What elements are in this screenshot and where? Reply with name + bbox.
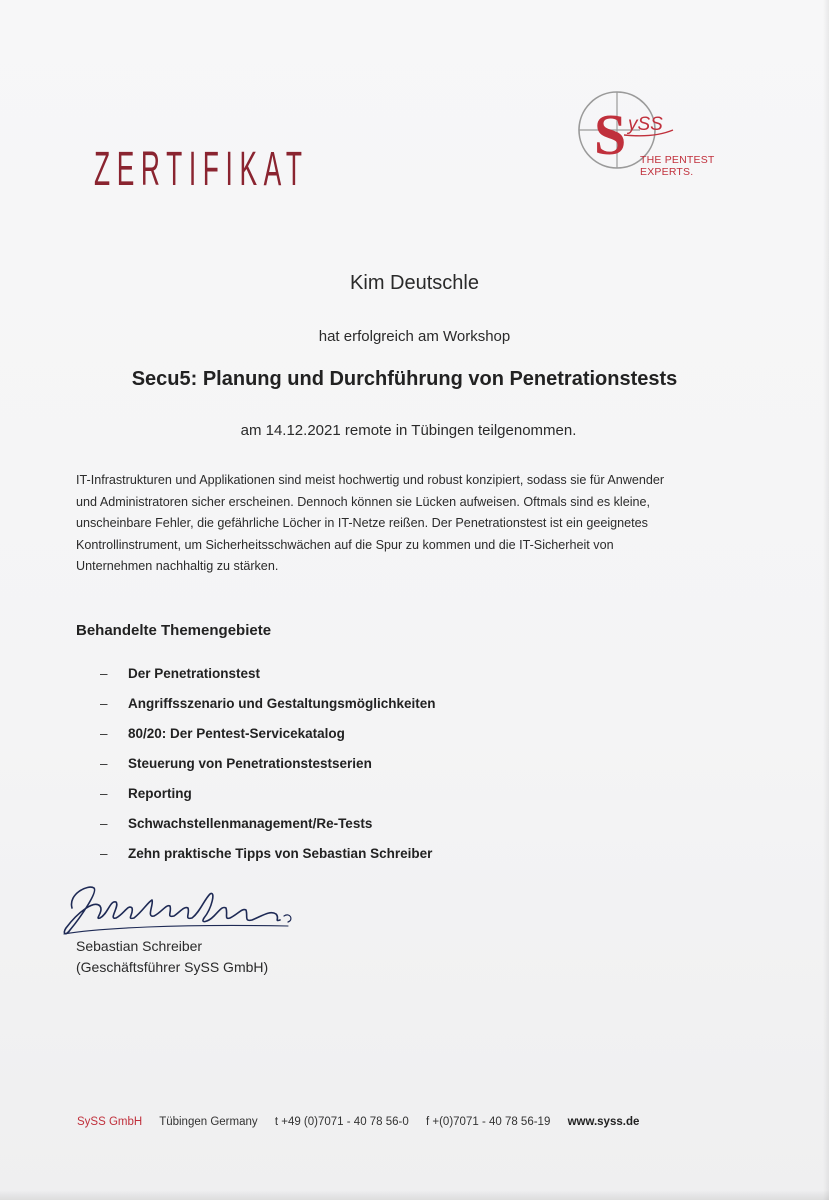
logo-tagline-line1: THE PENTEST [640, 154, 715, 166]
certificate-title: ZERTIFIKAT [94, 143, 309, 196]
description-line: Unternehmen nachhaltig zu stärken. [76, 559, 279, 573]
topic-item [100, 842, 436, 872]
topic-label: Schwachstellenmanagement/Re-Tests [128, 816, 373, 831]
topic-label: Steuerung von Penetrationstestserien [128, 756, 372, 771]
description-line: IT-Infrastrukturen und Applikationen sind meist hochwertig und robust konzipiert, sodass sie für Anwender [76, 473, 665, 487]
footer-fax: f +(0)7071 - 40 78 56-19 [426, 1116, 551, 1128]
page-bottom-shadow [0, 1190, 829, 1200]
recipient-name: Kim Deutschle [350, 272, 479, 294]
topic-item [100, 812, 436, 842]
svg-text:ySS: ySS [628, 114, 663, 135]
signer-block [76, 936, 268, 978]
footer [77, 1116, 639, 1128]
topic-item [100, 782, 436, 812]
topic-label: Zehn praktische Tipps von Sebastian Schreiber [128, 846, 433, 861]
description-line: Kontrollinstrument, um Sicherheitsschwächen auf die Spur zu kommen und die IT-Sicherheit von [76, 537, 614, 552]
logo-tagline [640, 154, 715, 178]
topic-bullet: – [100, 816, 108, 831]
topic-bullet: – [100, 756, 108, 771]
topic-item [100, 752, 436, 782]
footer-company: SySS GmbH [77, 1116, 143, 1128]
topic-label: Der Penetrationstest [128, 666, 261, 681]
topic-item [100, 662, 436, 692]
topic-label: 80/20: Der Pentest-Servicekatalog [128, 726, 345, 741]
svg-text:S: S [594, 102, 627, 167]
footer-city: Tübingen Germany [159, 1116, 258, 1128]
signer-name: Sebastian Schreiber [76, 938, 203, 954]
syss-logo-icon [576, 88, 736, 198]
logo-tagline-line2: EXPERTS. [640, 166, 694, 178]
topics-heading: Behandelte Themengebiete [76, 622, 272, 639]
footer-phone: t +49 (0)7071 - 40 78 56-0 [274, 1116, 409, 1128]
topic-bullet: – [100, 666, 108, 681]
page-edge-shadow [823, 0, 829, 1200]
topics-list [100, 662, 436, 872]
footer-website[interactable]: www.syss.de [567, 1116, 640, 1128]
topic-item [100, 692, 436, 722]
signer-role: (Geschäftsführer SySS GmbH) [76, 959, 269, 975]
date-line: am 14.12.2021 remote in Tübingen teilgenommen. [240, 422, 577, 439]
handwritten-signature [58, 878, 308, 942]
description-line: und Administratoren sicher erscheinen. Dennoch können sie Lücken aufweisen. Oftmals sind es kleine, [76, 494, 651, 509]
topic-item [100, 722, 436, 752]
topic-label: Angriffsszenario und Gestaltungsmöglichkeiten [128, 696, 436, 711]
topic-bullet: – [100, 696, 108, 711]
topic-label: Reporting [128, 786, 192, 801]
description-paragraph [76, 470, 728, 578]
topic-bullet: – [100, 846, 108, 861]
description-line: unscheinbare Fehler, die gefährliche Löcher in IT-Netze reißen. Der Penetrationstest ist ein geeignetes [76, 516, 648, 530]
intro-text: hat erfolgreich am Workshop [318, 328, 511, 345]
topic-bullet: – [100, 786, 108, 801]
topic-bullet: – [100, 726, 108, 741]
course-title: Secu5: Planung und Durchführung von Penetrationstests [131, 368, 678, 390]
